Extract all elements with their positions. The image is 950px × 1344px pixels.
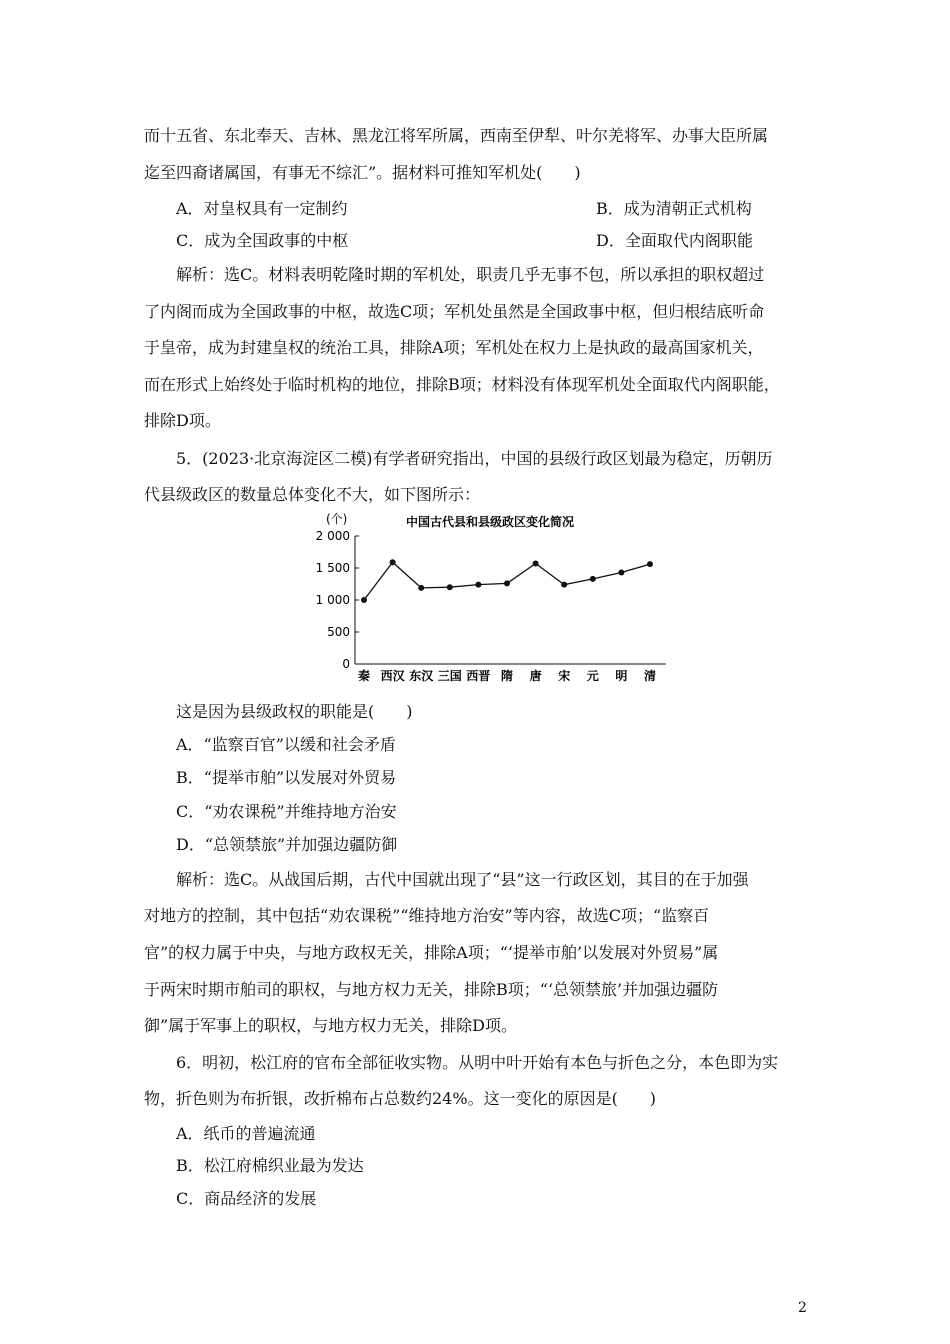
- y-tick-label: 1 000: [315, 593, 350, 607]
- q4-continuation-line-2: 迄至四裔诸属国，有事无不综汇”。据材料可推知军机处( ): [144, 163, 581, 182]
- data-point: [618, 569, 624, 575]
- q6-option-a: A．纸币的普遍流通: [176, 1124, 316, 1143]
- data-point: [533, 561, 539, 567]
- x-tick-label: 东汉: [409, 669, 434, 683]
- q6-stem-line-2: 物，折色则为布折银，改折棉布占总数约24%。这一变化的原因是( ): [144, 1089, 657, 1108]
- x-tick-label: 三国: [437, 669, 462, 683]
- q4-option-d: D．全面取代内阁职能: [596, 231, 753, 250]
- q5-analysis-line-4: 于两宋时期市舶司的职权，与地方权力无关，排除B项；“‘总领禁旅’并加强边疆防: [144, 980, 719, 999]
- q5-stem-line-1: 5．(2023·北京海淀区二模)有学者研究指出，中国的县级行政区划最为稳定，历朝历: [176, 449, 773, 468]
- q5-analysis-line-1: 解析：选C。从战国后期，古代中国就出现了“县”这一行政区划，其目的在于加强: [176, 870, 749, 889]
- q5-analysis-line-5: 御”属于军事上的职权，与地方权力无关，排除D项。: [144, 1016, 518, 1035]
- x-tick-label: 唐: [529, 669, 542, 683]
- q5-analysis-line-3: 官”的权力属于中央，与地方政权无关，排除A项；“‘提举市舶’以发展对外贸易”属: [144, 943, 719, 962]
- data-point: [361, 597, 367, 603]
- q5-option-a: A．“监察百官”以缓和社会矛盾: [176, 735, 396, 754]
- x-tick-label: 秦: [357, 669, 371, 683]
- q4-analysis-line-3: 于皇帝，成为封建皇权的统治工具，排除A项；军机处在权力上是执政的最高国家机关，: [144, 338, 764, 357]
- data-point: [647, 561, 653, 567]
- q6-stem-line-1: 6．明初，松江府的官布全部征收实物。从明中叶开始有本色与折色之分，本色即为实: [176, 1053, 779, 1072]
- x-tick-label: 宋: [558, 669, 571, 683]
- data-point: [504, 580, 510, 586]
- y-tick-label: 0: [342, 657, 350, 671]
- q4-continuation-line-1: 而十五省、东北奉天、吉林、黑龙江将军所属，西南至伊犁、叶尔羌将军、办事大臣所属: [144, 126, 769, 145]
- y-tick-label: 2 000: [315, 529, 350, 543]
- q4-analysis-line-2: 了内阁而成为全国政事的中枢，故选C项；军机处虽然是全国政事中枢，但归根结底听命: [144, 302, 765, 321]
- q4-analysis-line-4: 而在形式上始终处于临时机构的地位，排除B项；材料没有体现军机处全面取代内阁职能，: [144, 375, 780, 394]
- q4-analysis-line-5: 排除D项。: [144, 411, 221, 430]
- q5-analysis-line-2: 对地方的控制，其中包括“劝农课税”“维持地方治安”等内容，故选C项；“监察百: [144, 906, 710, 925]
- y-tick-label: 1 500: [315, 561, 350, 575]
- q5-stem-line-2: 代县级政区的数量总体变化不大，如下图所示：: [144, 485, 481, 504]
- x-tick-label: 清: [643, 669, 657, 683]
- data-point: [590, 576, 596, 582]
- x-tick-label: 元: [586, 669, 599, 683]
- q5-option-c: C．“劝农课税”并维持地方治安: [176, 802, 397, 821]
- data-point: [475, 582, 481, 588]
- x-tick-label: 隋: [500, 669, 514, 683]
- county-count-line-chart: [300, 508, 680, 686]
- q5-option-b: B．“提举市舶”以发展对外贸易: [176, 768, 397, 787]
- q4-option-b: B．成为清朝正式机构: [596, 199, 752, 218]
- q5-stem-line-3: 这是因为县级政权的职能是( ): [176, 702, 413, 721]
- chart-y-unit-label: (个): [326, 512, 348, 526]
- q5-option-d: D．“总领禁旅”并加强边疆防御: [176, 835, 398, 854]
- q4-option-a: A．对皇权具有一定制约: [176, 199, 348, 218]
- q4-analysis-line-1: 解析：选C。材料表明乾隆时期的军机处，职责几乎无事不包，所以承担的职权超过: [176, 265, 765, 284]
- data-point: [561, 582, 567, 588]
- y-tick-label: 500: [327, 625, 350, 639]
- q4-option-c: C．成为全国政事的中枢: [176, 231, 349, 250]
- data-point: [447, 584, 453, 590]
- data-point: [390, 559, 396, 565]
- data-point: [418, 585, 424, 591]
- x-tick-label: 西晋: [466, 669, 491, 683]
- q6-option-c: C．商品经济的发展: [176, 1189, 317, 1208]
- q6-option-b: B．松江府棉织业最为发达: [176, 1156, 364, 1175]
- x-tick-label: 明: [615, 669, 628, 683]
- x-tick-label: 西汉: [380, 669, 405, 683]
- chart-title: 中国古代县和县级政区变化简况: [405, 515, 575, 529]
- page-number: 2: [798, 1300, 807, 1316]
